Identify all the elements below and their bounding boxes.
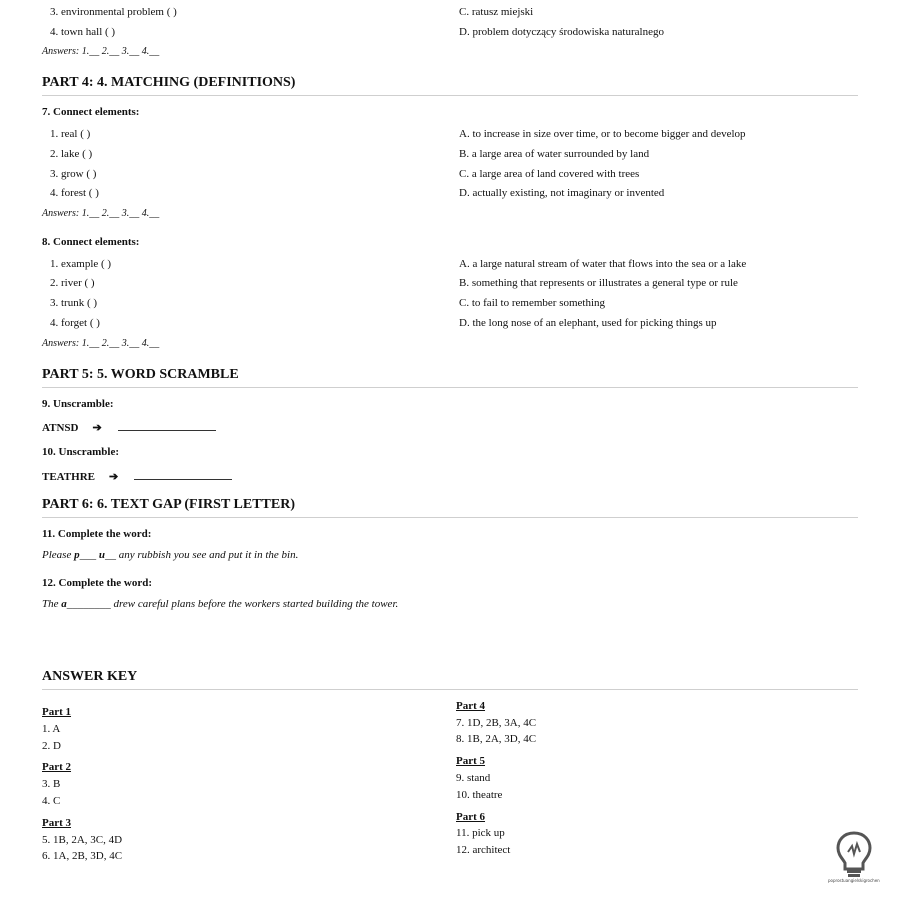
key-item: 5. 1B, 2A, 3C, 4D [42, 834, 123, 846]
gap-blank[interactable]: __ [104, 549, 116, 561]
hint-letter: u [98, 549, 105, 561]
key-item: 9. stand [456, 772, 491, 784]
key-part3-head: Part 3 [42, 817, 72, 829]
gap-sentence: The a________ drew careful plans before the workers started building the tower. [42, 598, 399, 610]
match-left-item: 4. town hall ( ) [50, 26, 116, 38]
match-left-item: 1. example ( ) [50, 258, 112, 270]
match-right-item: B. a large area of water surrounded by land [459, 148, 650, 160]
match-left-item: 3. trunk ( ) [50, 297, 98, 309]
question-10-title: 10. Unscramble: [42, 446, 119, 458]
answer-blank[interactable] [118, 419, 216, 431]
key-part4-head: Part 4 [456, 700, 486, 712]
match-right-item: C. to fail to remember something [459, 297, 606, 309]
part4-title: PART 4: 4. MATCHING (DEFINITIONS) [42, 75, 296, 90]
match-left-item: 4. forest ( ) [50, 187, 99, 199]
match-left-item: 2. lake ( ) [50, 148, 93, 160]
match-right-item: A. to increase in size over time, or to become bigger and develop [459, 128, 746, 140]
key-item: 2. D [42, 740, 61, 752]
match-left-item: 4. forget ( ) [50, 317, 100, 329]
part5-title: PART 5: 5. WORD SCRAMBLE [42, 367, 239, 382]
question-11-title: 11. Complete the word: [42, 528, 152, 540]
first-letter: a [61, 598, 67, 610]
section-divider [42, 689, 858, 690]
first-letter: p [74, 549, 80, 561]
question-12-title: 12. Complete the word: [42, 577, 152, 589]
answer-key-title: ANSWER KEY [42, 669, 138, 684]
match-right-item: D. problem dotyczący środowiska naturalnego [459, 26, 664, 38]
key-part5-head: Part 5 [456, 755, 486, 767]
question-9-title: 9. Unscramble: [42, 398, 114, 410]
key-item: 6. 1A, 2B, 3D, 4C [42, 850, 123, 862]
lightbulb-icon [826, 830, 882, 882]
arrow-icon: ➔ [108, 471, 119, 483]
answers-line: Answers: 1.__ 2.__ 3.__ 4.__ [42, 338, 160, 349]
key-item: 8. 1B, 2A, 3D, 4C [456, 733, 537, 745]
scramble-row [42, 418, 216, 436]
match-right-item: C. a large area of land covered with trees [459, 168, 640, 180]
match-right-item: D. actually existing, not imaginary or invented [459, 187, 665, 199]
scramble-row [42, 467, 232, 485]
key-item: 3. B [42, 778, 61, 790]
gap-blank[interactable]: ___ [79, 549, 99, 561]
question-8-title: 8. Connect elements: [42, 236, 140, 248]
key-part6-head: Part 6 [456, 811, 486, 823]
arrow-icon: ➔ [92, 422, 102, 434]
key-item: 12. architect [456, 844, 511, 856]
match-right-item: C. ratusz miejski [459, 6, 534, 18]
section-divider [42, 387, 858, 388]
match-right-item: A. a large natural stream of water that flows into the sea or a lake [459, 258, 747, 270]
match-left-item: 2. river ( ) [50, 277, 95, 289]
gap-sentence: Please p___ u__ any rubbish you see and put it in the bin. [42, 549, 299, 561]
match-right-item: D. the long nose of an elephant, used for picking things up [459, 317, 717, 329]
section-divider [42, 95, 858, 96]
key-item: 7. 1D, 2B, 3A, 4C [456, 717, 537, 729]
key-part1-head: Part 1 [42, 706, 72, 718]
match-left-item: 3. environmental problem ( ) [50, 6, 177, 18]
key-item: 11. pick up [456, 827, 505, 839]
logo-text: poprostuangielskigrochen [828, 878, 880, 883]
match-left-item: 1. real ( ) [50, 128, 91, 140]
key-item: 4. C [42, 795, 61, 807]
key-item: 1. A [42, 723, 61, 735]
match-left-item: 3. grow ( ) [50, 168, 97, 180]
gap-blank[interactable]: ________ [66, 598, 111, 610]
key-item: 10. theatre [456, 789, 503, 801]
scrambled-word: TEATHRE [42, 471, 95, 483]
answer-blank[interactable] [134, 468, 232, 480]
answers-line: Answers: 1.__ 2.__ 3.__ 4.__ [42, 46, 160, 57]
part6-title: PART 6: 6. TEXT GAP (FIRST LETTER) [42, 497, 295, 512]
logo [826, 830, 882, 886]
key-part2-head: Part 2 [42, 761, 72, 773]
answers-line: Answers: 1.__ 2.__ 3.__ 4.__ [42, 208, 160, 219]
match-right-item: B. something that represents or illustrates a general type or rule [459, 277, 738, 289]
question-7-title: 7. Connect elements: [42, 106, 140, 118]
scrambled-word: ATNSD [42, 422, 79, 434]
section-divider [42, 517, 858, 518]
